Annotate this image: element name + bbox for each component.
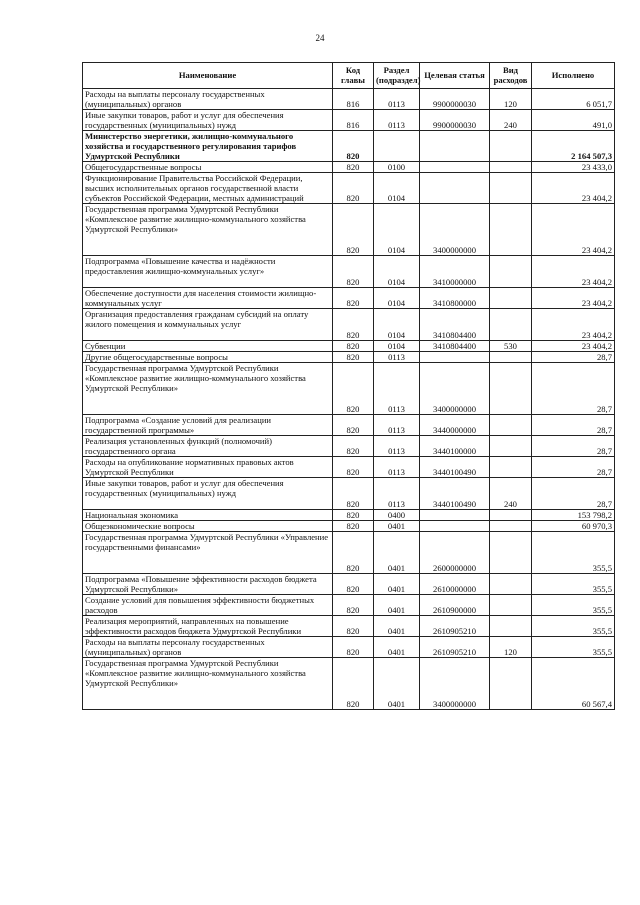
table-row <box>83 415 615 436</box>
row-amount: 23 433,0 <box>532 162 615 173</box>
table-row <box>83 162 615 173</box>
row-expense-type <box>490 510 532 521</box>
table-row <box>83 352 615 363</box>
row-amount: 60 567,4 <box>532 658 615 710</box>
budget-table <box>82 62 615 710</box>
table-row <box>83 510 615 521</box>
row-target-article: 9900000030 <box>420 89 490 110</box>
row-target-article: 3400000000 <box>420 363 490 415</box>
page-number: 24 <box>315 33 325 43</box>
table-header-row <box>83 63 615 89</box>
row-amount: 355,5 <box>532 637 615 658</box>
row-expense-type <box>490 131 532 162</box>
table-row <box>83 309 615 341</box>
row-amount: 355,5 <box>532 574 615 595</box>
row-amount: 28,7 <box>532 436 615 457</box>
row-chapter-code: 820 <box>333 131 374 162</box>
row-target-article: 3440000000 <box>420 415 490 436</box>
row-name: Общеэкономические вопросы <box>83 521 333 532</box>
table-row <box>83 457 615 478</box>
row-name: Министерство энергетики, жилищно-коммунального хозяйства и государственного регулирования тарифов Удмуртской Республики <box>83 131 333 162</box>
row-amount: 2 164 507,3 <box>532 131 615 162</box>
row-amount: 6 051,7 <box>532 89 615 110</box>
header-executed: Исполнено <box>532 63 615 89</box>
row-chapter-code: 820 <box>333 173 374 204</box>
row-expense-type <box>490 616 532 637</box>
row-chapter-code: 820 <box>333 574 374 595</box>
row-amount: 491,0 <box>532 110 615 131</box>
row-amount: 355,5 <box>532 595 615 616</box>
row-section: 0401 <box>374 637 420 658</box>
row-chapter-code: 820 <box>333 204 374 256</box>
row-chapter-code: 820 <box>333 415 374 436</box>
table-row <box>83 204 615 256</box>
row-name: Расходы на опубликование нормативных правовых актов Удмуртской Республики <box>83 457 333 478</box>
row-expense-type: 120 <box>490 89 532 110</box>
table-row <box>83 637 615 658</box>
header-name: Наименование <box>83 63 333 89</box>
row-expense-type <box>490 204 532 256</box>
row-expense-type <box>490 173 532 204</box>
table-row <box>83 658 615 710</box>
row-name: Функционирование Правительства Российской Федерации, высших исполнительных органов государственной власти субъектов Российской Федерации, местных администраций <box>83 173 333 204</box>
row-expense-type: 120 <box>490 637 532 658</box>
row-expense-type <box>490 457 532 478</box>
row-section: 0113 <box>374 415 420 436</box>
row-name: Национальная экономика <box>83 510 333 521</box>
row-name: Подпрограмма «Повышение качества и надёжности предоставления жилищно-коммунальных услуг» <box>83 256 333 288</box>
row-amount: 23 404,2 <box>532 341 615 352</box>
row-name: Государственная программа Удмуртской Республики «Управление государственными финансами» <box>83 532 333 574</box>
row-chapter-code: 820 <box>333 521 374 532</box>
row-section: 0401 <box>374 616 420 637</box>
row-target-article: 3440100000 <box>420 436 490 457</box>
row-section: 0401 <box>374 521 420 532</box>
row-chapter-code: 820 <box>333 658 374 710</box>
table-row <box>83 521 615 532</box>
row-section: 0104 <box>374 341 420 352</box>
row-amount: 23 404,2 <box>532 204 615 256</box>
table-row <box>83 363 615 415</box>
row-target-article: 3400000000 <box>420 658 490 710</box>
row-target-article: 2610905210 <box>420 616 490 637</box>
row-chapter-code: 816 <box>333 110 374 131</box>
row-chapter-code: 820 <box>333 616 374 637</box>
row-amount: 28,7 <box>532 352 615 363</box>
table-row <box>83 256 615 288</box>
row-chapter-code: 820 <box>333 309 374 341</box>
row-expense-type <box>490 256 532 288</box>
row-chapter-code: 820 <box>333 478 374 510</box>
row-chapter-code: 820 <box>333 637 374 658</box>
row-target-article <box>420 352 490 363</box>
row-expense-type <box>490 415 532 436</box>
row-chapter-code: 820 <box>333 510 374 521</box>
row-name: Иные закупки товаров, работ и услуг для обеспечения государственных (муниципальных) нужд <box>83 478 333 510</box>
table-row <box>83 616 615 637</box>
row-amount: 28,7 <box>532 415 615 436</box>
row-section: 0104 <box>374 204 420 256</box>
row-expense-type <box>490 595 532 616</box>
row-target-article: 3410804400 <box>420 309 490 341</box>
table-row <box>83 89 615 110</box>
row-target-article: 3410800000 <box>420 288 490 309</box>
row-name: Субвенции <box>83 341 333 352</box>
row-expense-type <box>490 521 532 532</box>
header-article: Целевая статья <box>420 63 490 89</box>
row-target-article <box>420 173 490 204</box>
row-expense-type <box>490 574 532 595</box>
row-chapter-code: 820 <box>333 457 374 478</box>
row-name: Подпрограмма «Создание условий для реализации государственной программы» <box>83 415 333 436</box>
row-name: Общегосударственные вопросы <box>83 162 333 173</box>
header-code: Код главы <box>333 63 374 89</box>
table-row <box>83 110 615 131</box>
row-target-article: 2610905210 <box>420 637 490 658</box>
row-section: 0104 <box>374 309 420 341</box>
row-expense-type <box>490 288 532 309</box>
row-name: Подпрограмма «Повышение эффективности расходов бюджета Удмуртской Республики» <box>83 574 333 595</box>
row-target-article <box>420 521 490 532</box>
row-amount: 355,5 <box>532 532 615 574</box>
table-row <box>83 436 615 457</box>
row-section: 0104 <box>374 256 420 288</box>
row-chapter-code: 820 <box>333 352 374 363</box>
row-amount: 28,7 <box>532 457 615 478</box>
row-name: Расходы на выплаты персоналу государственных (муниципальных) органов <box>83 89 333 110</box>
row-section: 0401 <box>374 532 420 574</box>
row-target-article: 3400000000 <box>420 204 490 256</box>
row-amount: 153 798,2 <box>532 510 615 521</box>
row-target-article: 3440100490 <box>420 457 490 478</box>
row-amount: 23 404,2 <box>532 173 615 204</box>
row-amount: 23 404,2 <box>532 256 615 288</box>
row-expense-type: 240 <box>490 110 532 131</box>
row-expense-type <box>490 162 532 173</box>
row-chapter-code: 820 <box>333 341 374 352</box>
row-section: 0113 <box>374 457 420 478</box>
row-name: Государственная программа Удмуртской Республики «Комплексное развитие жилищно-коммунального хозяйства Удмуртской Республики» <box>83 204 333 256</box>
row-name: Создание условий для повышения эффективности бюджетных расходов <box>83 595 333 616</box>
row-expense-type <box>490 309 532 341</box>
row-expense-type: 530 <box>490 341 532 352</box>
row-section: 0400 <box>374 510 420 521</box>
table-row <box>83 478 615 510</box>
row-name: Расходы на выплаты персоналу государственных (муниципальных) органов <box>83 637 333 658</box>
row-chapter-code: 820 <box>333 436 374 457</box>
row-section: 0104 <box>374 173 420 204</box>
row-name: Другие общегосударственные вопросы <box>83 352 333 363</box>
table-row <box>83 595 615 616</box>
row-amount: 28,7 <box>532 478 615 510</box>
row-name: Государственная программа Удмуртской Республики «Комплексное развитие жилищно-коммунального хозяйства Удмуртской Республики» <box>83 658 333 710</box>
row-target-article: 3440100490 <box>420 478 490 510</box>
row-section: 0401 <box>374 574 420 595</box>
row-target-article: 2600000000 <box>420 532 490 574</box>
table-row <box>83 341 615 352</box>
row-section: 0401 <box>374 595 420 616</box>
row-section: 0113 <box>374 436 420 457</box>
row-chapter-code: 820 <box>333 162 374 173</box>
row-chapter-code: 820 <box>333 256 374 288</box>
row-chapter-code: 816 <box>333 89 374 110</box>
row-target-article <box>420 162 490 173</box>
row-section: 0113 <box>374 363 420 415</box>
row-target-article: 2610900000 <box>420 595 490 616</box>
row-chapter-code: 820 <box>333 288 374 309</box>
row-target-article: 3410000000 <box>420 256 490 288</box>
row-name: Реализация установленных функций (полномочий) государственного органа <box>83 436 333 457</box>
row-name: Иные закупки товаров, работ и услуг для обеспечения государственных (муниципальных) нужд <box>83 110 333 131</box>
row-name: Реализация мероприятий, направленных на повышение эффективности расходов бюджета Удмуртской Республики <box>83 616 333 637</box>
row-target-article <box>420 510 490 521</box>
table-row <box>83 532 615 574</box>
row-section: 0113 <box>374 352 420 363</box>
row-section <box>374 131 420 162</box>
row-section: 0401 <box>374 658 420 710</box>
row-expense-type <box>490 352 532 363</box>
row-expense-type <box>490 658 532 710</box>
row-name: Государственная программа Удмуртской Республики «Комплексное развитие жилищно-коммунального хозяйства Удмуртской Республики» <box>83 363 333 415</box>
row-section: 0113 <box>374 89 420 110</box>
row-target-article <box>420 131 490 162</box>
table-row <box>83 288 615 309</box>
row-amount: 23 404,2 <box>532 288 615 309</box>
row-section: 0100 <box>374 162 420 173</box>
row-chapter-code: 820 <box>333 595 374 616</box>
row-expense-type <box>490 436 532 457</box>
table-row <box>83 131 615 162</box>
row-amount: 23 404,2 <box>532 309 615 341</box>
row-section: 0113 <box>374 478 420 510</box>
row-chapter-code: 820 <box>333 363 374 415</box>
row-amount: 60 970,3 <box>532 521 615 532</box>
row-amount: 355,5 <box>532 616 615 637</box>
row-expense-type <box>490 363 532 415</box>
row-expense-type <box>490 532 532 574</box>
row-name: Обеспечение доступности для населения стоимости жилищно-коммунальных услуг <box>83 288 333 309</box>
row-section: 0113 <box>374 110 420 131</box>
header-expense-type: Вид расходов <box>490 63 532 89</box>
row-section: 0104 <box>374 288 420 309</box>
row-amount: 28,7 <box>532 363 615 415</box>
row-expense-type: 240 <box>490 478 532 510</box>
row-target-article: 2610000000 <box>420 574 490 595</box>
header-section: Раздел (подраздел) <box>374 63 420 89</box>
row-target-article: 9900000030 <box>420 110 490 131</box>
table-row <box>83 173 615 204</box>
table-row <box>83 574 615 595</box>
row-chapter-code: 820 <box>333 532 374 574</box>
row-name: Организация предоставления гражданам субсидий на оплату жилого помещения и коммунальных услуг <box>83 309 333 341</box>
row-target-article: 3410804400 <box>420 341 490 352</box>
